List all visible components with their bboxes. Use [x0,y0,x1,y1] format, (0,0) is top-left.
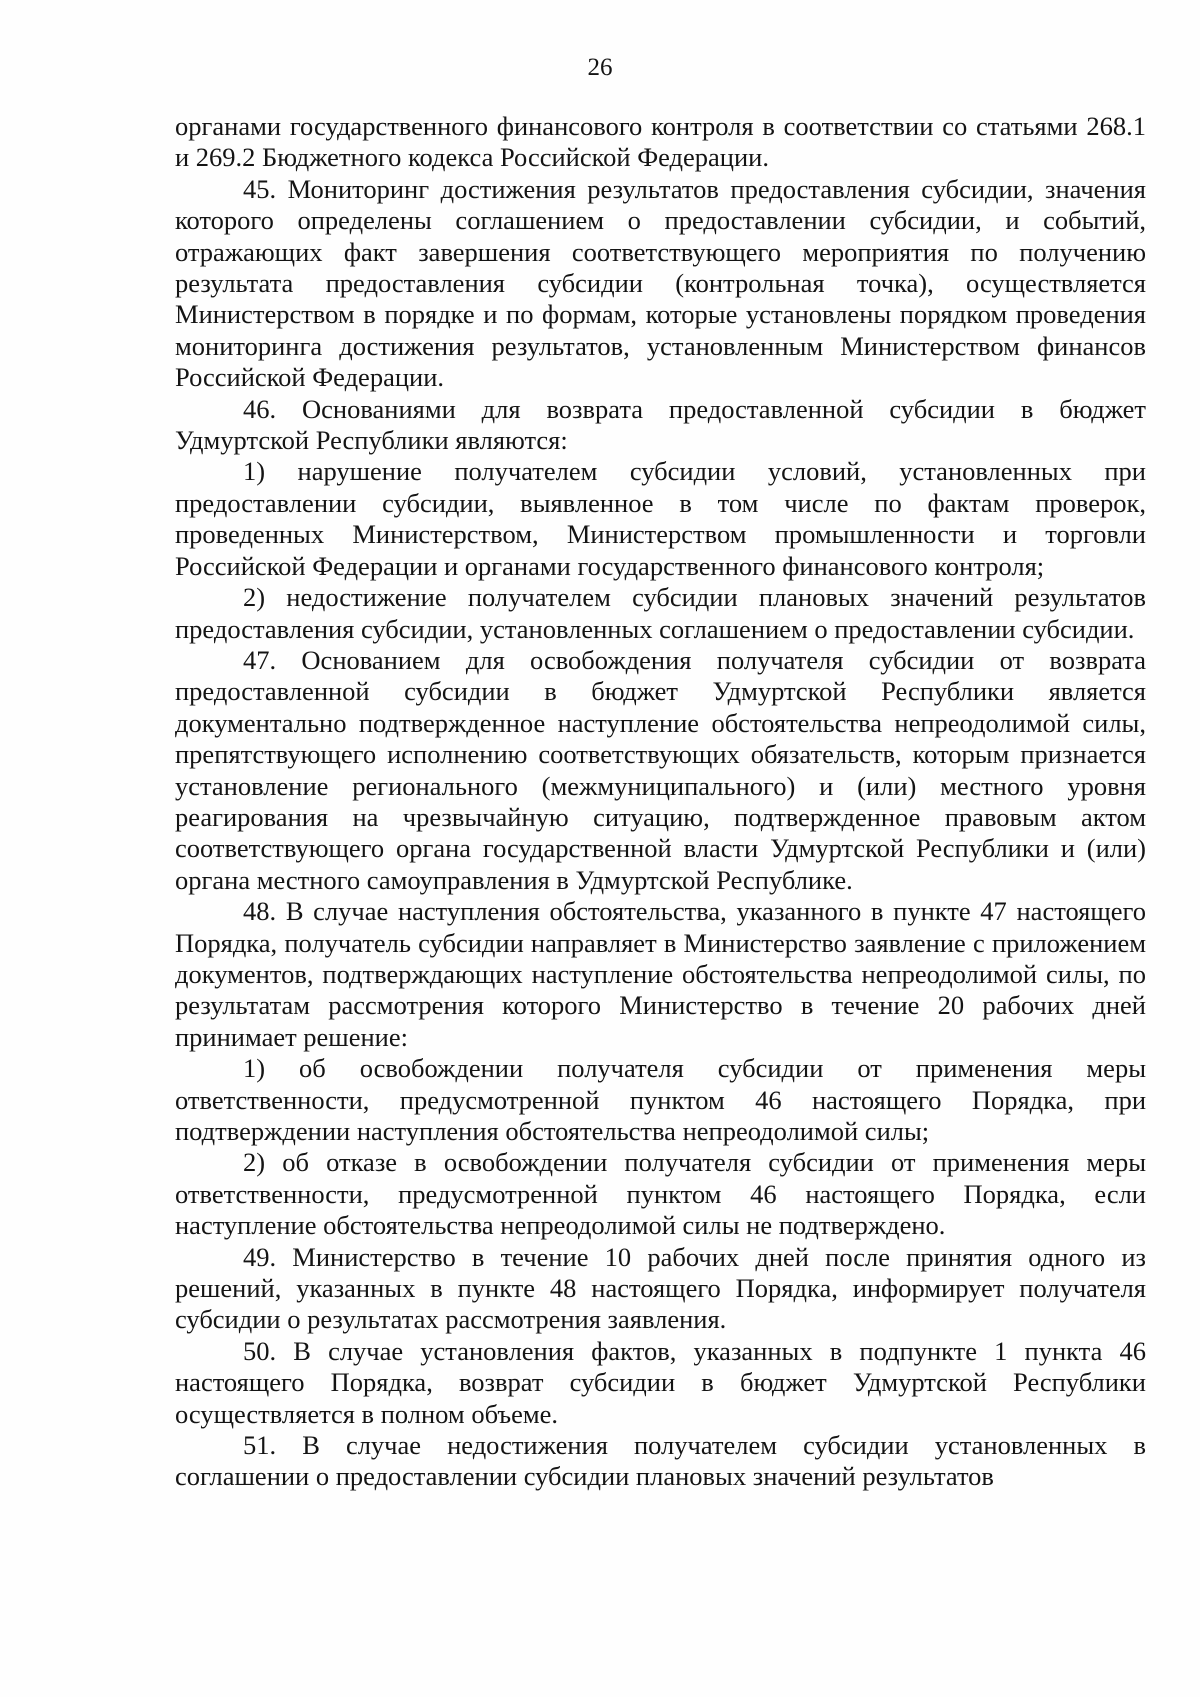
page-number: 26 [587,54,613,81]
paragraph-47: 47. Основанием для освобождения получателя субсидии от возврата предоставленной субсидии в бюджет Удмуртской Республики является документально подтвержденное наступление обстоятельства непреодолимой силы, препятствующего исполнению соответствующих обязательств, которым признается установление регионального (межмуниципального) и (или) местного уровня реагирования на чрезвычайную ситуацию, подтвержденное правовым актом соответствующего органа государственной власти Удмуртской Республики и (или) органа местного самоуправления в Удмуртской Республике. [175,644,1146,895]
paragraph-45: 45. Мониторинг достижения результатов предоставления субсидии, значения которого определены соглашением о предоставлении субсидии, и событий, отражающих факт завершения соответствующего мероприятия по получению результата предоставления субсидии (контрольная точка), осуществляется Министерством в порядке и по формам, которые установлены порядком проведения мониторинга достижения результатов, установленным Министерством финансов Российской Федерации. [175,173,1146,393]
paragraph-49: 49. Министерство в течение 10 рабочих дней после принятия одного из решений, указанных в пункте 48 настоящего Порядка, информирует получателя субсидии о результатах рассмотрения заявления. [175,1241,1146,1335]
paragraph-continuation: органами государственного финансового контроля в соответствии со статьями 268.1 и 269.2 Бюджетного кодекса Российской Федерации. [175,111,1146,173]
paragraph-48: 48. В случае наступления обстоятельства, указанного в пункте 47 настоящего Порядка, получатель субсидии направляет в Министерство заявление с приложением документов, подтверждающих наступление обстоятельства непреодолимой силы, по результатам рассмотрения которого Министерство в течение 20 рабочих дней принимает решение: [175,896,1146,1052]
paragraph-48-item-1: 1) об освобождении получателя субсидии от применения меры ответственности, предусмотренной пунктом 46 настоящего Порядка, при подтверждении наступления обстоятельства непреодолимой силы; [175,1053,1146,1146]
paragraph-46-item-1: 1) нарушение получателем субсидии условий, установленных при предоставлении субсидии, выявленное в том числе по фактам проверок, проведенных Министерством, Министерством промышленности и торговли Российской Федерации и органами государственного финансового контроля; [175,456,1146,581]
paragraph-46-item-2: 2) недостижение получателем субсидии плановых значений результатов предоставления субсидии, установленных соглашением о предоставлении субсидии. [175,582,1146,644]
paragraph-46: 46. Основаниями для возврата предоставленной субсидии в бюджет Удмуртской Республики являются: [175,393,1146,456]
document-body [175,111,1146,1493]
paragraph-50: 50. В случае установления фактов, указанных в подпункте 1 пункта 46 настоящего Порядка, возврат субсидии в бюджет Удмуртской Республики осуществляется в полном объеме. [175,1335,1146,1429]
paragraph-48-item-2: 2) об отказе в освобождении получателя субсидии от применения меры ответственности, предусмотренной пунктом 46 настоящего Порядка, если наступление обстоятельства непреодолимой силы не подтверждено. [175,1147,1146,1241]
paragraph-51: 51. В случае недостижения получателем субсидии установленных в соглашении о предоставлении субсидии плановых значений результатов [175,1430,1146,1492]
